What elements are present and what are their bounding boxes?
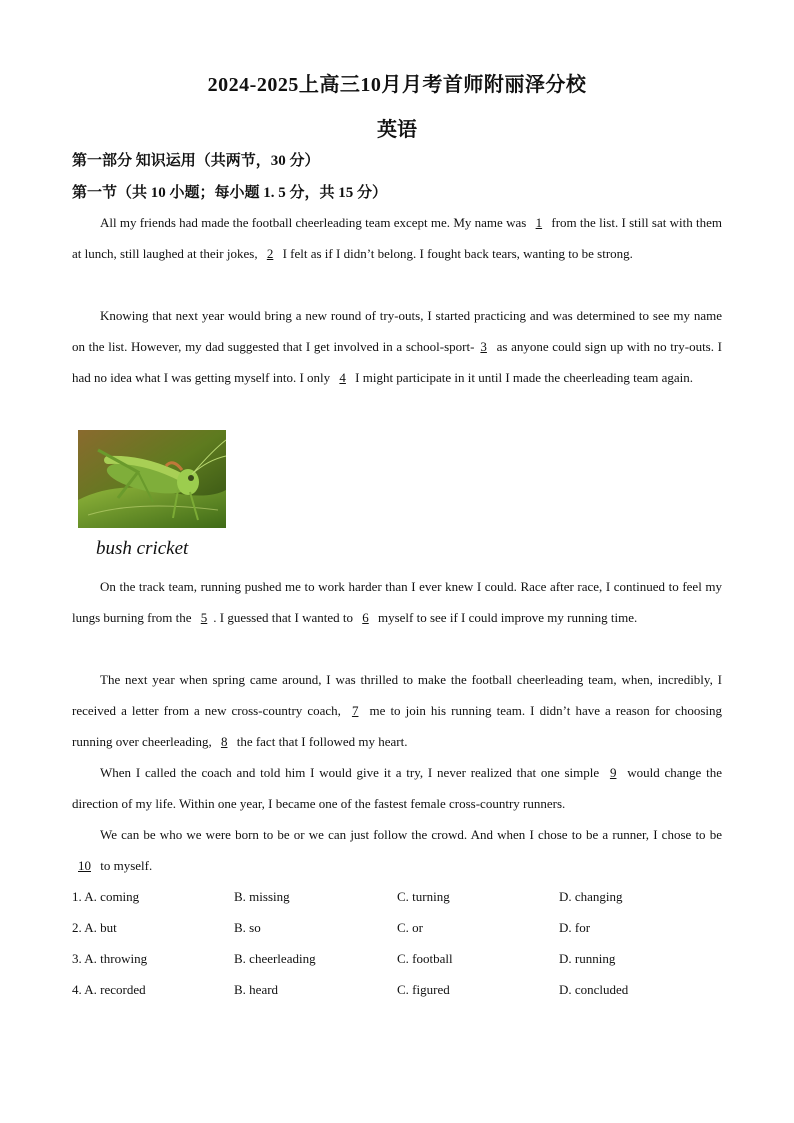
text: We can be who we were born to be or we can just follow the crowd. And when I chose to be a runner, I chose to be bbox=[100, 827, 722, 842]
blank-9: 9 bbox=[609, 765, 617, 780]
paragraph-6 bbox=[72, 819, 722, 881]
option: D. for bbox=[559, 920, 591, 935]
blank-10: 10 bbox=[78, 858, 91, 873]
blank-6: 6 bbox=[362, 610, 369, 625]
bush-cricket-icon bbox=[78, 430, 226, 528]
subject-title: 英语 bbox=[377, 119, 417, 141]
text: On the track team, running pushed me to work harder than I ever knew I could. Race after race, I continued to feel my lungs burning from the bbox=[72, 579, 722, 625]
text: All my friends had made the football cheerleading team except me. My name was bbox=[100, 215, 530, 230]
paragraph-5 bbox=[72, 757, 722, 819]
blank-2: 2 bbox=[266, 246, 274, 261]
exam-title: 2024-2025上高三10月月考首师附丽泽分校 bbox=[207, 74, 587, 96]
option: D. concluded bbox=[559, 982, 629, 997]
option: C. or bbox=[397, 920, 423, 935]
image-caption: bush cricket bbox=[96, 538, 189, 559]
option: 3. A. throwing bbox=[72, 951, 148, 966]
section-heading: 第一节（共 10 小题；每小题 1. 5 分，共 15 分） bbox=[72, 185, 388, 201]
text: the fact that I followed my heart. bbox=[233, 734, 408, 749]
paragraph-4 bbox=[72, 664, 722, 757]
text: to myself. bbox=[97, 858, 153, 873]
text: The next year when spring came around, I was thrilled to make the football cheerleading team, when, incredibly, I received a letter from a new cross-country coach, bbox=[72, 672, 722, 718]
paragraph-1 bbox=[72, 207, 722, 269]
option: D. running bbox=[559, 951, 616, 966]
option: C. turning bbox=[397, 889, 450, 904]
blank-7: 7 bbox=[351, 703, 359, 718]
question-4-options bbox=[72, 976, 752, 1007]
paragraph-3 bbox=[72, 571, 722, 633]
blank-3: 3 bbox=[480, 339, 487, 354]
text: would change the direction of my life. Within one year, I became one of the fastest female cross-country runners. bbox=[72, 765, 722, 811]
option: C. football bbox=[397, 951, 453, 966]
text: I might participate in it until I made the cheerleading team again. bbox=[351, 370, 694, 385]
option: B. cheerleading bbox=[234, 951, 316, 966]
option: B. so bbox=[234, 920, 261, 935]
question-2-options bbox=[72, 914, 752, 945]
option: 2. A. but bbox=[72, 920, 117, 935]
text: . I guessed that I wanted to bbox=[213, 610, 357, 625]
text: as anyone could sign up with no try-outs. I had no idea what I was getting myself into. I only bbox=[72, 339, 722, 385]
text: I felt as if I didn’t belong. I fought back tears, wanting to be strong. bbox=[279, 246, 633, 261]
bush-cricket-photo bbox=[78, 430, 226, 528]
text: me to join his running team. I didn’t have a reason for choosing running over cheerleading, bbox=[72, 703, 722, 749]
option: D. changing bbox=[559, 889, 623, 904]
blank-1: 1 bbox=[535, 215, 543, 230]
option: B. missing bbox=[234, 889, 290, 904]
option: C. figured bbox=[397, 982, 450, 997]
question-3-options bbox=[72, 945, 752, 976]
paragraph-2 bbox=[72, 300, 722, 393]
option: 4. A. recorded bbox=[72, 982, 146, 997]
text: Knowing that next year would bring a new round of try-outs, I started practicing and was determined to see my name on the list. However, my dad suggested that I get involved in a school-sport- bbox=[72, 308, 722, 354]
question-1-options bbox=[72, 883, 752, 914]
blank-4: 4 bbox=[339, 370, 346, 385]
blank-5: 5 bbox=[200, 610, 208, 625]
option: 1. A. coming bbox=[72, 889, 140, 904]
blank-8: 8 bbox=[220, 734, 228, 749]
text: myself to see if I could improve my running time. bbox=[374, 610, 638, 625]
option: B. heard bbox=[234, 982, 279, 997]
part-heading: 第一部分 知识运用（共两节，30 分） bbox=[72, 153, 320, 169]
options-list bbox=[72, 883, 752, 1007]
text: When I called the coach and told him I would give it a try, I never realized that one simple bbox=[100, 765, 604, 780]
text: from the list. I still sat with them at lunch, still laughed at their jokes, bbox=[72, 215, 722, 261]
